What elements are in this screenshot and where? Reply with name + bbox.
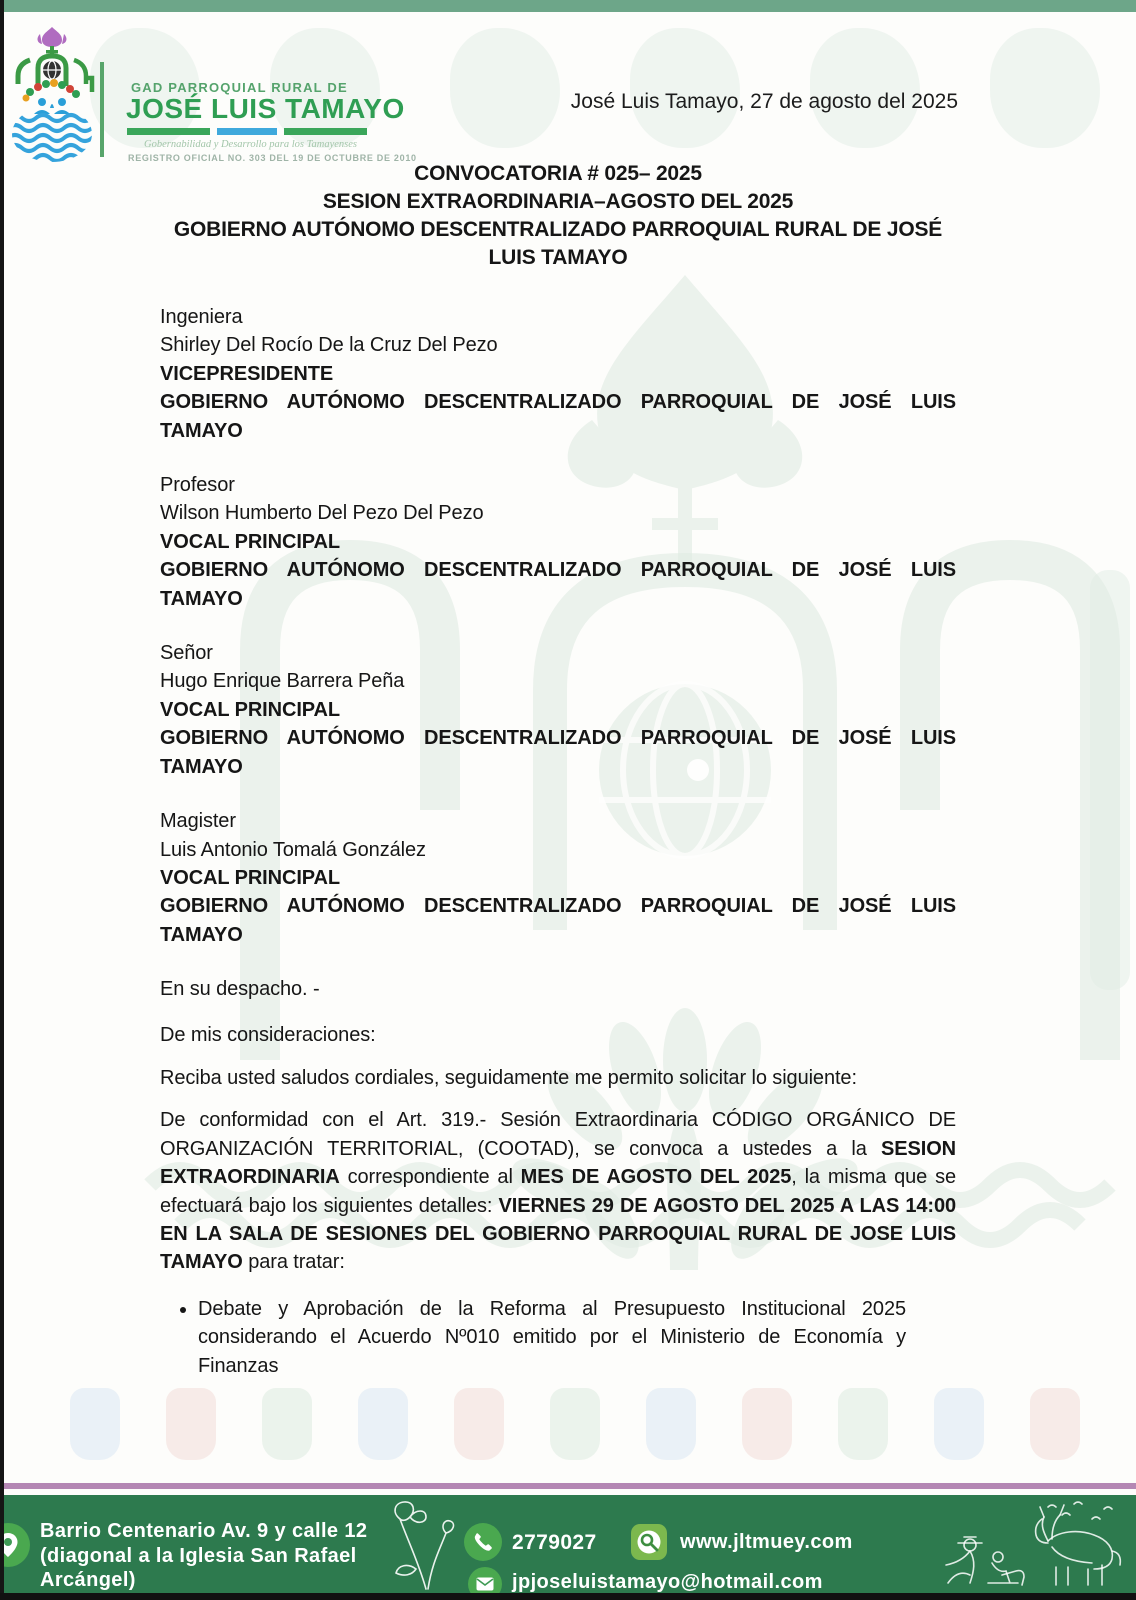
phone-icon xyxy=(464,1523,502,1561)
scan-left-edge xyxy=(0,0,4,1600)
agenda-item: • Debate y Aprobación de la Reforma al Presupuesto Institucional 2025 considerando el Acuerdo Nº010 emitido por el Ministerio de Economía y Finanzas xyxy=(198,1295,906,1380)
agenda-list xyxy=(160,1295,906,1380)
recipient-name: Wilson Humberto Del Pezo Del Pezo xyxy=(160,502,484,525)
title-line-1: CONVOCATORIA # 025– 2025 xyxy=(414,162,702,185)
gad-logo xyxy=(6,26,98,166)
recipient-org: GOBIERNO AUTÓNOMO DESCENTRALIZADO PARROQUIAL DE JOSÉ LUIS TAMAYO xyxy=(160,727,956,778)
scan-bottom-edge xyxy=(0,1593,1136,1600)
recipient-salutation: Ingeniera xyxy=(160,306,243,328)
org-tagline: Gobernabilidad y Desarrollo para los Tamayenses xyxy=(143,139,357,150)
recipient-block xyxy=(160,303,956,445)
date-line: José Luis Tamayo, 27 de agosto del 2025 xyxy=(570,90,958,113)
recipient-role: VICEPRESIDENTE xyxy=(160,362,334,385)
registro-oficial: REGISTRO OFICIAL NO. 303 DEL 19 DE OCTUBRE DE 2010 xyxy=(128,153,417,163)
convocatoria-paragraph: De conformidad con el Art. 319.- Sesión Extraordinaria CÓDIGO ORGÁNICO DE ORGANIZACIÓN TERRITORIAL, (COOTAD), se convoca a ustedes a la SESION EXTRAORDINARIA correspondiente al MES DE AGOSTO DEL 2025, la misma que se efectuará bajo los siguientes detalles: VIERNES 29 DE AGOSTO DEL 2025 A LAS 14:00 EN LA SALA DE SESIONES DEL GOBIERNO PARROQUIAL RURAL DE JOSE LUIS TAMAYO para tratar: xyxy=(160,1109,956,1274)
recipient-block xyxy=(160,471,956,613)
address-line-3: Arcángel) xyxy=(40,1569,136,1591)
logo-underline-bars xyxy=(127,128,367,135)
letter-body xyxy=(160,160,956,1380)
footer-phone: 2779027 xyxy=(512,1531,597,1554)
donkey-art xyxy=(852,1499,1128,1591)
logo-divider xyxy=(100,62,104,157)
saludo-line: Reciba usted saludos cordiales, seguidamente me permito solicitar lo siguiente: xyxy=(160,1066,857,1089)
browser-icon xyxy=(630,1523,668,1566)
recipient-role: VOCAL PRINCIPAL xyxy=(160,530,340,553)
org-small-title: GAD PARROQUIAL RURAL DE xyxy=(131,80,348,95)
letterhead xyxy=(0,0,1136,180)
footer-email: jpjoseluistamayo@hotmail.com xyxy=(512,1571,823,1593)
footer-accent-line xyxy=(0,1483,1136,1489)
recipient-name: Luis Antonio Tomalá González xyxy=(160,838,426,861)
recipient-role: VOCAL PRINCIPAL xyxy=(160,698,340,721)
flower-art xyxy=(386,1499,464,1591)
despacho-line: En su despacho. - xyxy=(160,978,320,1001)
recipient-name: Hugo Enrique Barrera Peña xyxy=(160,670,405,693)
title-line-2: SESION EXTRAORDINARIA–AGOSTO DEL 2025 xyxy=(322,190,794,213)
recipient-block xyxy=(160,807,956,949)
watermark-pattern-bottom xyxy=(70,1388,1080,1468)
address-line-1: Barrio Centenario Av. 9 y calle 12 xyxy=(40,1520,368,1542)
recipient-block xyxy=(160,639,956,781)
recipient-salutation: Señor xyxy=(160,642,213,665)
recipient-org: GOBIERNO AUTÓNOMO DESCENTRALIZADO PARROQUIAL DE JOSÉ LUIS TAMAYO xyxy=(160,559,956,610)
recipient-role: VOCAL PRINCIPAL xyxy=(160,866,340,889)
consideraciones-line: De mis consideraciones: xyxy=(160,1023,376,1046)
address-line-2: (diagonal a la Iglesia San Rafael xyxy=(40,1544,357,1567)
footer-website: www.jltmuey.com xyxy=(680,1531,853,1553)
recipient-salutation: Profesor xyxy=(160,474,235,497)
recipient-name: Shirley Del Rocío De la Cruz Del Pezo xyxy=(160,334,498,357)
title-line-3: GOBIERNO AUTÓNOMO DESCENTRALIZADO PARROQUIAL RURAL DE JOSÉ LUIS TAMAYO xyxy=(173,218,943,269)
footer-band xyxy=(0,1495,1136,1593)
recipient-salutation: Magister xyxy=(160,810,236,833)
org-name: JOSÉ LUIS TAMAYO xyxy=(126,93,405,124)
location-pin-icon xyxy=(0,1523,30,1567)
top-green-bar xyxy=(0,0,1136,12)
recipient-org: GOBIERNO AUTÓNOMO DESCENTRALIZADO PARROQUIAL DE JOSÉ LUIS TAMAYO xyxy=(160,895,956,946)
recipient-org: GOBIERNO AUTÓNOMO DESCENTRALIZADO PARROQUIAL DE JOSÉ LUIS TAMAYO xyxy=(160,391,956,442)
footer-address xyxy=(40,1519,367,1593)
